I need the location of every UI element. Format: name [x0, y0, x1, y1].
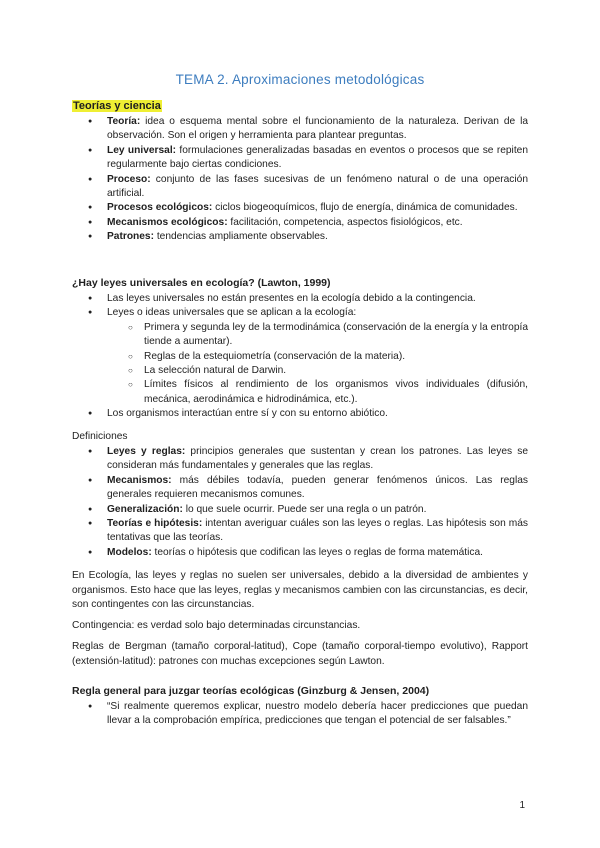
paragraph-ecologia: En Ecología, las leyes y reglas no suelen ser universales, debido a la diversidad de ambientes y organismos. Esto hace que las leyes, reglas y mecanismos cambien con las circunstancias, es decir, son contingentes con las circunstancias.: [72, 570, 528, 611]
paragraph-reglas: Reglas de Bergman (tamaño corporal-latitud), Cope (tamaño corporal-tiempo evolutivo), Rapport (extensión-latitud): patrones con muchas excepciones según Lawton.: [72, 641, 528, 667]
section-heading-leyes: ¿Hay leyes universales en ecología? (Lawton, 1999): [72, 277, 331, 289]
leyes-list: [72, 292, 528, 422]
section-heading-teorias: Teorías y ciencia: [73, 100, 161, 112]
definitions-heading: Definiciones: [72, 431, 128, 442]
page-number: 1: [519, 800, 525, 811]
list-item: ● Las leyes universales no están presentes en la ecología debido a la contingencia.: [72, 292, 528, 306]
sub-list-item: ○ Reglas de la estequiometría (conservación de la materia).: [72, 350, 528, 364]
list-item: ● Teorías e hipótesis: intentan averiguar cuáles son las leyes o reglas. Las hipótesis son más tentativas que las teorías.: [72, 517, 528, 546]
sub-list-item: ○ La selección natural de Darwin.: [72, 364, 528, 378]
list-item: ● “Si realmente queremos explicar, nuestro modelo debería hacer predicciones que puedan llevar a la comprobación empírica, predicciones que tengan el potencial de ser falsables.”: [72, 700, 528, 729]
list-item: ● Mecanismos: más débiles todavía, pueden generar fenómenos únicos. Las reglas generales requieren mecanismos comunes.: [72, 474, 528, 503]
list-item: ● Modelos: teorías o hipótesis que codifican las leyes o reglas de forma matemática.: [72, 546, 528, 560]
quote-list: [72, 700, 528, 729]
list-item: ● Teoría: idea o esquema mental sobre el funcionamiento de la naturaleza. Derivan de la observación. Son el origen y herramienta para plantear preguntas.: [72, 115, 528, 144]
list-item: ● Leyes y reglas: principios generales que sustentan y crean los patrones. Las leyes se consideran más fundamentales y generales que las reglas.: [72, 445, 528, 474]
section-heading-regla-general: Regla general para juzgar teorías ecológicas (Ginzburg & Jensen, 2004): [72, 685, 430, 697]
definitions-list: [72, 445, 528, 560]
teorias-list: [72, 115, 528, 245]
list-item: ● Proceso: conjunto de las fases sucesivas de un fenómeno natural o de una operación artificial.: [72, 173, 528, 202]
list-item: ● Leyes o ideas universales que se aplican a la ecología:: [72, 306, 528, 320]
sub-list-item: ○ Límites físicos al rendimiento de los organismos vivos individuales (difusión, mecánica, aerodinámica e hidrodinámica, etc.).: [72, 378, 528, 407]
list-item: ● Patrones: tendencias ampliamente observables.: [72, 230, 528, 244]
list-item: ● Procesos ecológicos: ciclos biogeoquímicos, flujo de energía, dinámica de comunidades.: [72, 201, 528, 215]
list-item: ● Los organismos interactúan entre sí y con su entorno abiótico.: [72, 407, 528, 421]
list-item: ● Mecanismos ecológicos: facilitación, competencia, aspectos fisiológicos, etc.: [72, 216, 528, 230]
sub-list-item: ○ Primera y segunda ley de la termodinámica (conservación de la energía y la entropía tiende a aumentar).: [72, 321, 528, 350]
page-title: TEMA 2. Aproximaciones metodológicas: [175, 72, 425, 87]
paragraph-contingencia: Contingencia: es verdad solo bajo determinadas circunstancias.: [72, 620, 361, 631]
list-item: ● Generalización: lo que suele ocurrir. Puede ser una regla o un patrón.: [72, 503, 528, 517]
list-item: ● Ley universal: formulaciones generalizadas basadas en eventos o procesos que se repiten regularmente bajo ciertas condiciones.: [72, 144, 528, 173]
